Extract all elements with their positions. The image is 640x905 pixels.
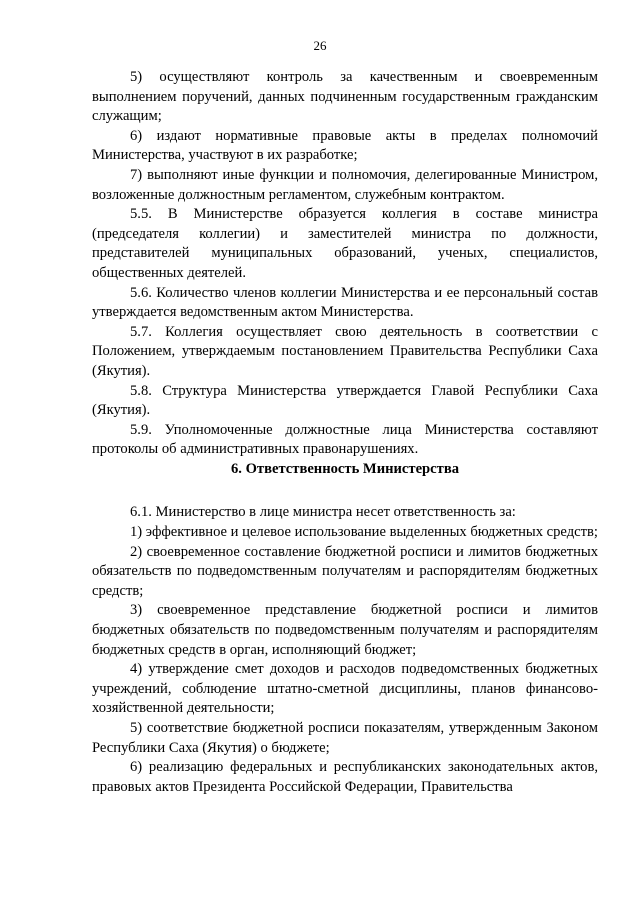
paragraph: 5) осуществляют контроль за качественным и своевременным выполнением поручений, данных подчиненным государственным гражданским служащим; — [92, 69, 598, 125]
paragraph: 5.6. Количество членов коллегии Министерства и ее персональный состав утверждается ведомственным актом Министерства. — [92, 284, 598, 321]
paragraph: 7) выполняют иные функции и полномочия, делегированные Министром, возложенные должностным регламентом, служебным контрактом. — [92, 166, 598, 203]
paragraph: 3) своевременное представление бюджетной росписи и лимитов бюджетных обязательств по подведомственным получателям и распорядителям бюджетных средств в орган, исполняющий бюджет; — [92, 602, 598, 658]
page-number: 26 — [313, 38, 327, 53]
paragraph: 5) соответствие бюджетной росписи показателям, утвержденным Законом Республики Саха (Якутия) о бюджете; — [92, 720, 598, 756]
paragraph: 6) издают нормативные правовые акты в пределах полномочий Министерства, участвуют в их разработке; — [92, 127, 598, 164]
document-body — [92, 68, 598, 797]
paragraph: 6) реализацию федеральных и республиканских законодательных актов, правовых актов Президента Российской Федерации, Правительства — [92, 759, 598, 795]
paragraph: 1) эффективное и целевое использование выделенных бюджетных средств; — [130, 524, 598, 541]
paragraph: 4) утверждение смет доходов и расходов подведомственных бюджетных учреждений, соблюдение штатно-сметной дисциплины, планов финансово-хозяйственной деятельности; — [92, 661, 598, 717]
paragraph: 2) своевременное составление бюджетной росписи и лимитов бюджетных обязательств по подведомственным получателям и распорядителям бюджетных средств; — [92, 543, 598, 599]
paragraph: 6.1. Министерство в лице министра несет ответственность за: — [130, 504, 516, 521]
paragraph: 5.9. Уполномоченные должностные лица Министерства составляют протоколы об административных правонарушениях. — [92, 421, 598, 458]
paragraph: 5.7. Коллегия осуществляет свою деятельность в соответствии с Положением, утверждаемым постановлением Правительства Республики Саха (Якутия). — [92, 323, 598, 379]
paragraph: 5.5. В Министерстве образуется коллегия в составе министра (председателя коллегии) и заместителей министра по должности, представителей муниципальных образований, ученых, специалистов, общественных деятелей. — [92, 206, 598, 281]
section-heading: 6. Ответственность Министерства — [230, 460, 459, 477]
paragraph: 5.8. Структура Министерства утверждается Главой Республики Саха (Якутия). — [92, 382, 598, 419]
